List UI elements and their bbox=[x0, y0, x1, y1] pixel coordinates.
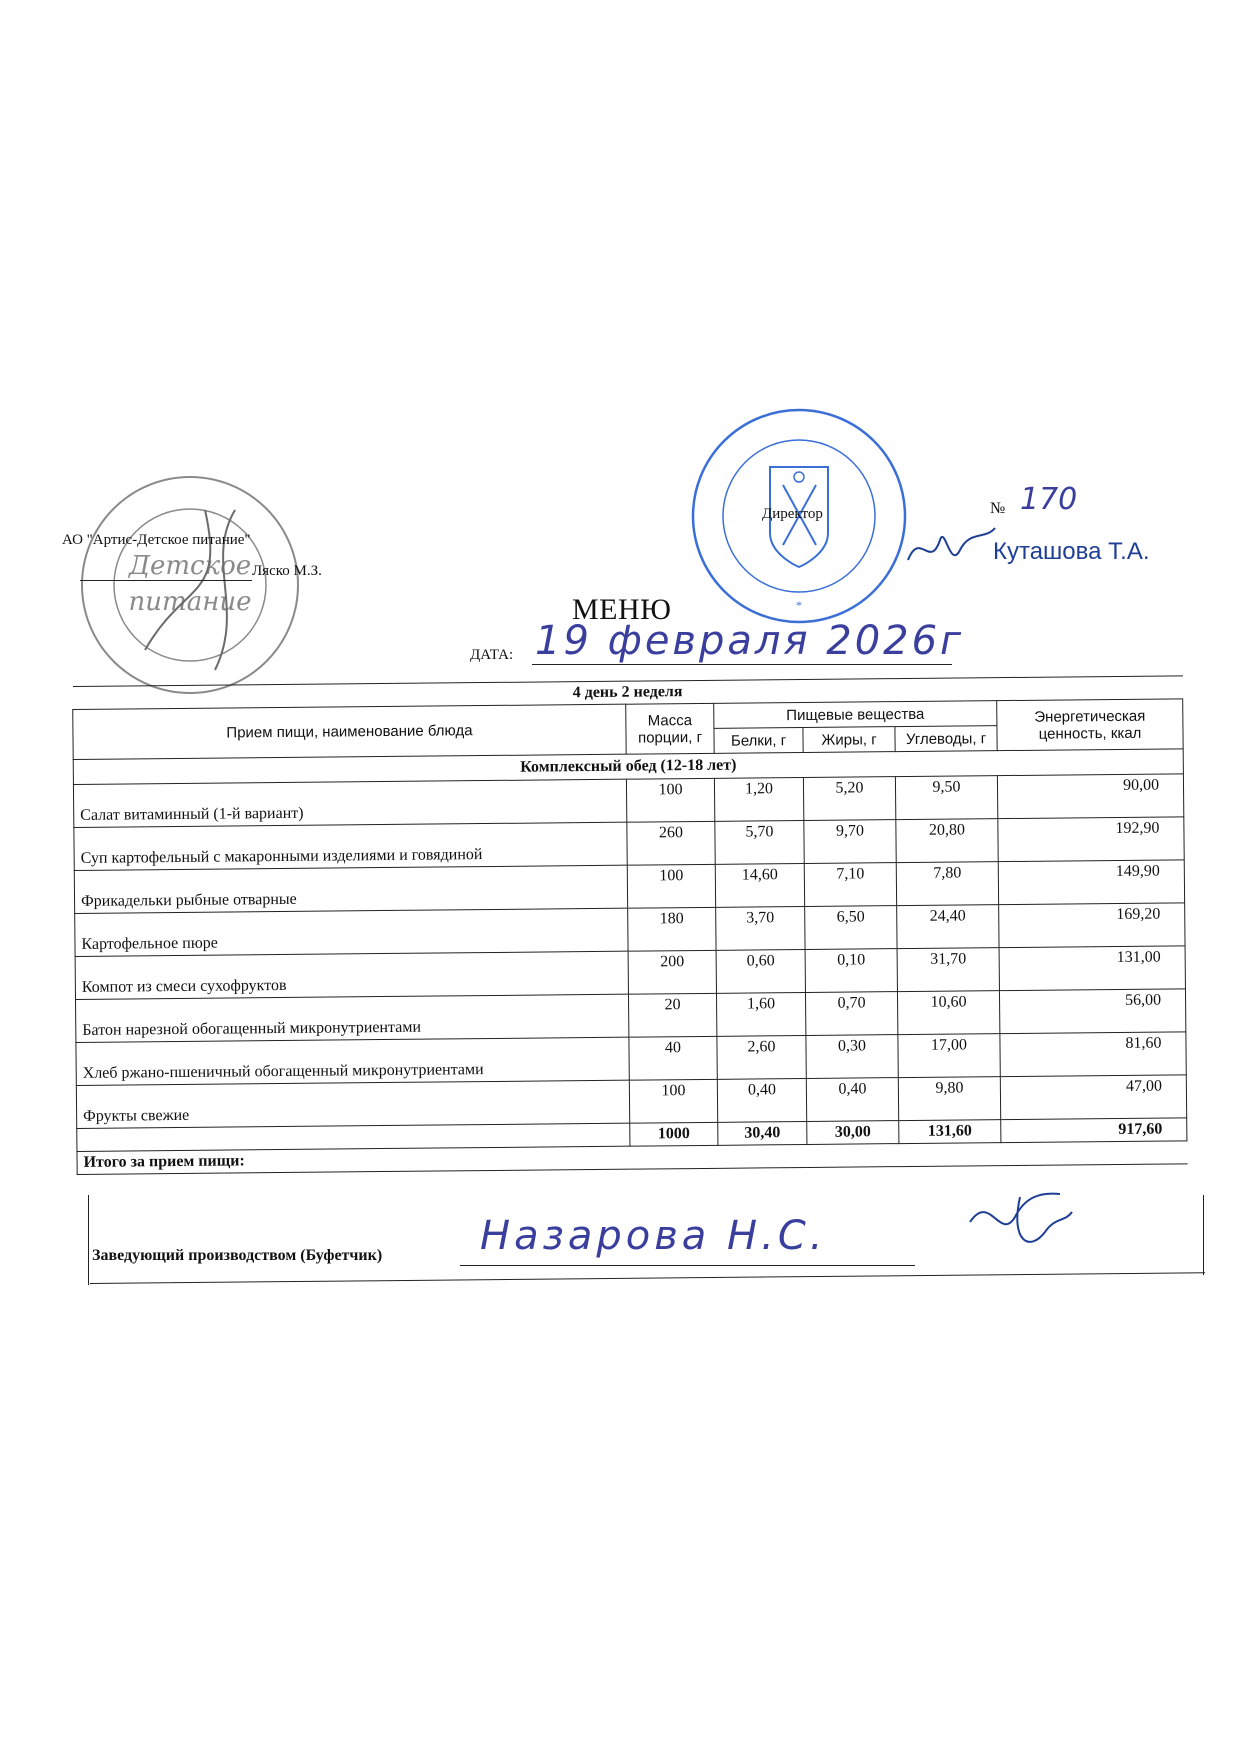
dish-carbs: 9,80 bbox=[898, 1077, 1000, 1121]
dish-fat: 0,10 bbox=[805, 949, 897, 993]
week-label: 4 день 2 неделя bbox=[73, 676, 1183, 710]
menu-table bbox=[72, 675, 1187, 1175]
dish-carbs: 17,00 bbox=[898, 1034, 1000, 1078]
dish-name: Суп картофельный с макаронными изделиями и говядиной bbox=[74, 822, 627, 870]
director-title: Директор bbox=[762, 506, 823, 522]
dish-fat: 0,40 bbox=[806, 1078, 898, 1122]
dish-kcal: 56,00 bbox=[999, 989, 1185, 1034]
section-label: Комплексный обед (12-18 лет) bbox=[73, 749, 1183, 785]
director-name: Куташова Т.А. bbox=[993, 538, 1150, 565]
dish-mass: 180 bbox=[628, 907, 716, 951]
dish-name: Фрикадельки рыбные отварные bbox=[74, 865, 627, 913]
col-dish-header: Прием пищи, наименование блюда bbox=[73, 704, 626, 759]
date-line bbox=[532, 664, 952, 665]
dish-kcal: 169,20 bbox=[999, 903, 1185, 948]
manager-sign-line bbox=[460, 1265, 915, 1266]
col-carbs-header: Углеводы, г bbox=[895, 726, 997, 752]
total-mass: 1000 bbox=[630, 1122, 718, 1146]
dish-carbs: 24,40 bbox=[897, 905, 999, 949]
dish-fat: 0,30 bbox=[806, 1035, 898, 1079]
dish-protein: 5,70 bbox=[715, 820, 804, 864]
manager-name: Назарова Н.С. bbox=[480, 1213, 827, 1259]
dish-name: Фрукты свежие bbox=[76, 1080, 629, 1128]
frame-bottom-border bbox=[90, 1272, 1205, 1284]
dish-mass: 100 bbox=[627, 864, 715, 908]
total-label: Итого за прием пищи: bbox=[77, 1141, 1187, 1175]
organization-name: АО "Артис-Детское питание" bbox=[62, 532, 251, 548]
total-signature bbox=[960, 1182, 1080, 1262]
col-nutrients-header: Пищевые вещества bbox=[714, 701, 997, 729]
dish-name: Компот из смеси сухофруктов bbox=[75, 951, 628, 999]
organization-signatory: Ляско М.З. bbox=[252, 563, 322, 579]
dish-protein: 3,70 bbox=[716, 906, 805, 950]
dish-protein: 14,60 bbox=[715, 863, 804, 907]
dish-carbs: 7,80 bbox=[896, 862, 998, 906]
svg-text:*: * bbox=[796, 598, 802, 612]
page-title: МЕНЮ bbox=[572, 593, 672, 626]
dish-kcal: 192,90 bbox=[998, 817, 1184, 862]
dish-kcal: 131,00 bbox=[999, 946, 1185, 991]
dish-kcal: 90,00 bbox=[997, 774, 1183, 819]
svg-text:питание: питание bbox=[128, 587, 252, 617]
dish-fat: 7,10 bbox=[804, 863, 896, 907]
dish-carbs: 9,50 bbox=[895, 776, 997, 820]
dish-mass: 20 bbox=[628, 993, 716, 1037]
dish-fat: 6,50 bbox=[805, 906, 897, 950]
total-kcal: 917,60 bbox=[1001, 1118, 1187, 1143]
dish-kcal: 81,60 bbox=[1000, 1032, 1186, 1077]
frame-left-border bbox=[88, 1195, 89, 1285]
dish-protein: 0,60 bbox=[716, 949, 805, 993]
dish-carbs: 31,70 bbox=[897, 948, 999, 992]
col-energy-header: Энергетическая ценность, ккал bbox=[997, 699, 1184, 751]
total-fat: 30,00 bbox=[807, 1121, 899, 1145]
dish-fat: 9,70 bbox=[804, 820, 896, 864]
dish-protein: 0,40 bbox=[717, 1078, 806, 1122]
col-protein-header: Белки, г bbox=[714, 727, 803, 753]
dish-mass: 260 bbox=[627, 821, 715, 865]
col-fat-header: Жиры, г bbox=[803, 727, 895, 753]
svg-text:Детское: Детское bbox=[128, 551, 252, 581]
dish-name: Салат витаминный (1-й вариант) bbox=[73, 779, 626, 827]
dish-mass: 200 bbox=[628, 950, 716, 994]
dish-carbs: 20,80 bbox=[896, 819, 998, 863]
dish-name: Батон нарезной обогащенный микронутриентами bbox=[76, 994, 629, 1042]
dish-protein: 1,60 bbox=[716, 992, 805, 1036]
total-carbs: 131,60 bbox=[899, 1120, 1001, 1144]
director-signature bbox=[900, 520, 1000, 580]
dish-name: Хлеб ржано-пшеничный обогащенный микронутриентами bbox=[76, 1037, 629, 1085]
manager-label: Заведующий производством (Буфетчик) bbox=[92, 1247, 383, 1264]
organization-sign-line bbox=[80, 580, 252, 581]
dish-mass: 100 bbox=[629, 1079, 717, 1123]
dish-kcal: 149,90 bbox=[998, 860, 1184, 905]
dish-kcal: 47,00 bbox=[1000, 1075, 1186, 1120]
dish-fat: 5,20 bbox=[803, 777, 895, 821]
dish-mass: 100 bbox=[626, 778, 714, 822]
frame-right-border bbox=[1203, 1195, 1204, 1275]
number-label: № bbox=[990, 500, 1006, 517]
dish-name: Картофельное пюре bbox=[75, 908, 628, 956]
total-protein: 30,40 bbox=[718, 1121, 807, 1145]
dish-protein: 2,60 bbox=[717, 1035, 806, 1079]
dish-fat: 0,70 bbox=[805, 992, 897, 1036]
dish-protein: 1,20 bbox=[714, 777, 803, 821]
col-mass-header: Масса порции, г bbox=[626, 703, 714, 754]
company-seal bbox=[75, 470, 305, 700]
dish-mass: 40 bbox=[629, 1036, 717, 1080]
number-value: 170 bbox=[1020, 482, 1078, 517]
dish-carbs: 10,60 bbox=[897, 991, 999, 1035]
date-value: 19 февраля 2026г bbox=[535, 618, 965, 664]
date-label: ДАТА: bbox=[470, 647, 514, 663]
